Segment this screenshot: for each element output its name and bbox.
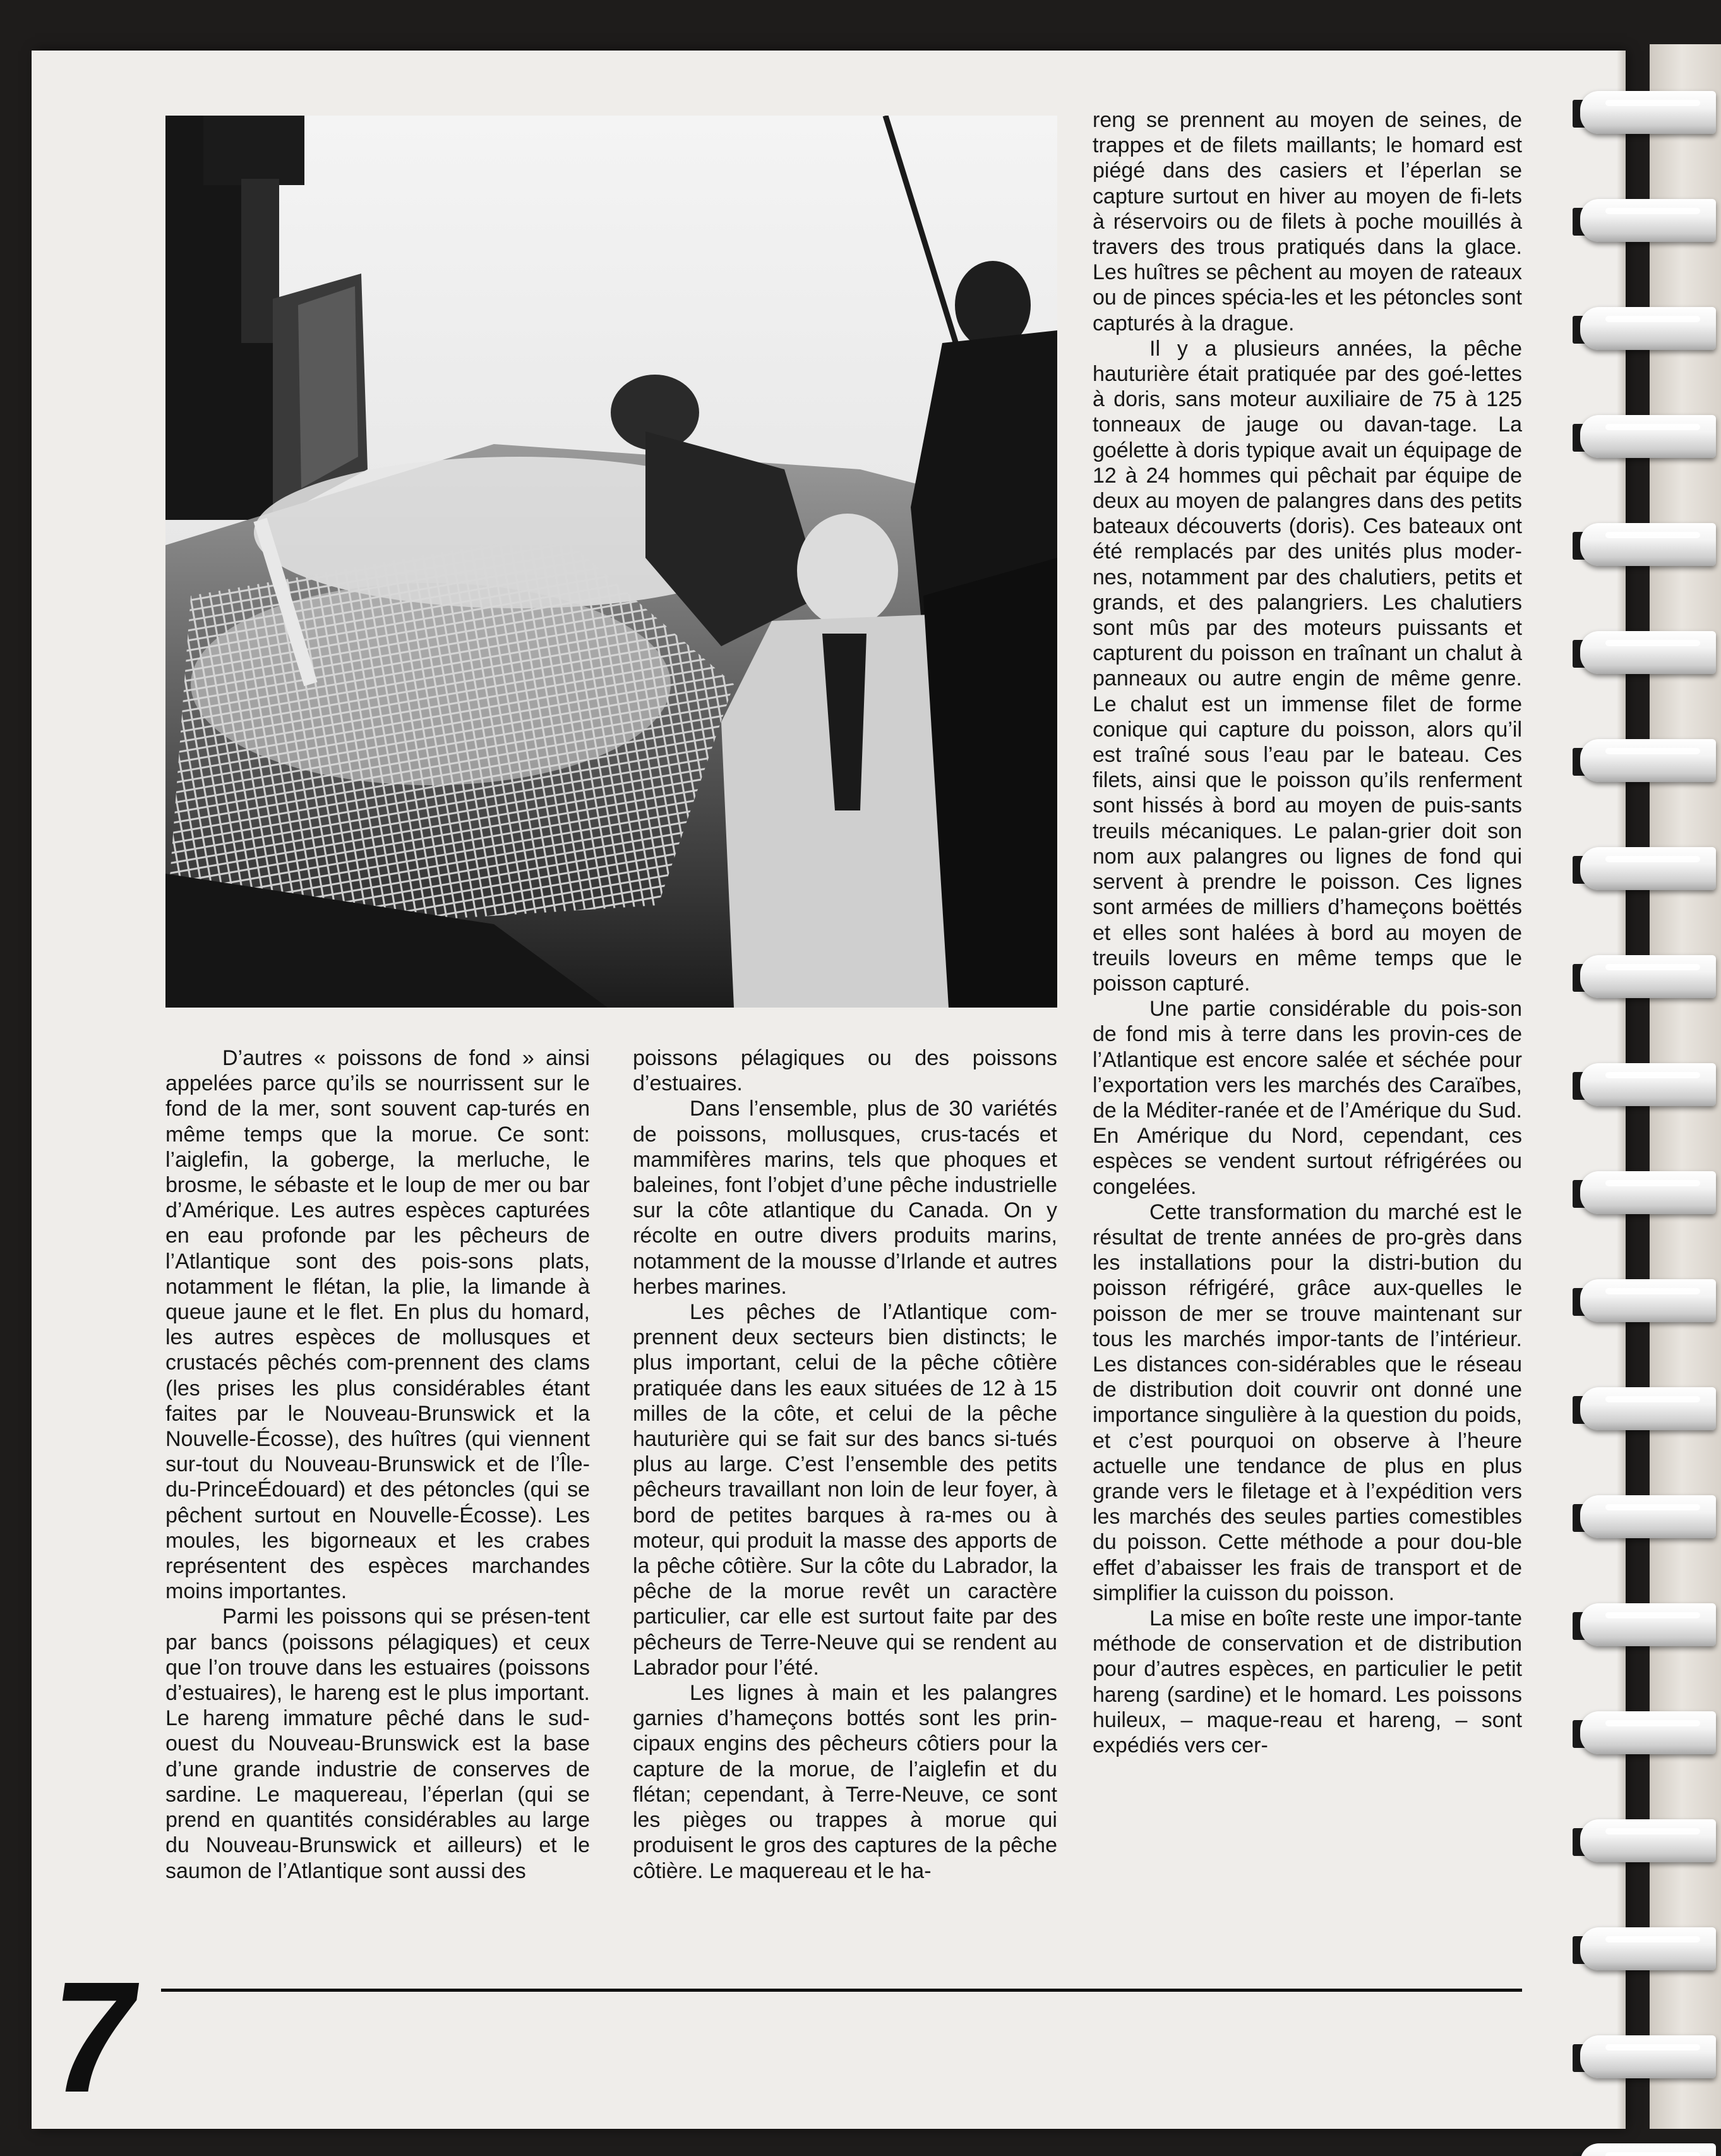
paragraph: Dans l’ensemble, plus de 30 variétés de poissons, mollusques, crus-tacés et mammifères marins, tels que phoques et baleines, font l’objet d’une pêche industrielle sur la côte atlantique du Canada. On y récolte en outre divers produits marins, notamment de la mousse d’Irlande et autres herbes marines. [633,1097,1057,1299]
binding-ring [1573,1383,1721,1435]
paragraph: Il y a plusieurs années, la pêche hauturière était pratiquée par des goé-lettes à doris, sans moteur auxiliaire de 75 à 125 tonneaux de jauge ou davan-tage. La goélette à doris typique avait un équipage de 12 à 24 hommes qui pêchait par équipe de deux au moyen de palangres dans des petits bateaux découverts (doris). Ces bateaux ont été remplacés par des unités plus moder-nes, notamment par des chalutiers, petits et grands, et des palangriers. Les chalutiers sont mûs par des moteurs puissants et capturent du poisson en traînant un chalut à panneaux ou autre engin de même genre. Le chalut est un immense filet de forme conique qui capture du poisson, alors qu’il est traîné sous l’eau par le bateau. Ces filets, ainsi que le poisson qu’ils renferment sont hissés à bord au moyen de puis-sants treuils mécaniques. Le palan-grier doit son nom aux palangres ou lignes de fond qui servent à prendre le poisson. Ces lignes sont armées de milliers d’hameçons boëttés et elles sont halées à bord au moyen de treuils loveurs en même temps que le poisson capturé. [1093,336,1522,996]
ring-highlight [1605,748,1700,754]
ring-loop [1580,739,1716,782]
binding-ring [1573,2140,1721,2156]
ring-highlight [1605,316,1700,322]
binding-ring [1573,1491,1721,1543]
ring-loop [1580,2143,1716,2156]
paragraph: Les pêches de l’Atlantique com-prennent deux secteurs bien distincts; le plus important, celui de la pêche côtière pratiquée dans les eaux situées de 12 à 15 milles de la côte, et celui de la pêche hauturière qui se fait sur des bancs si-tués plus au large. C’est l’ensemble des petits pêcheurs travaillant non loin de leur foyer, à bord de petites barques à ra-mes ou à moteur, qui produit la masse des apports de la pêche côtière. Sur la côte du Labrador, la pêche de la morue revêt un caractère particulier, car elle est surtout faite par des pêcheurs de Terre-Neuve qui se rendent au Labrador pour l’été. [633,1300,1057,1680]
ring-highlight [1605,2044,1700,2051]
ring-loop [1580,1171,1716,1214]
ring-highlight [1605,1720,1700,1726]
ring-highlight [1605,1396,1700,1402]
ring-highlight [1605,2152,1700,2156]
binding-ring [1573,1707,1721,1759]
paragraph: reng se prennent au moyen de seines, de trappes et de filets maillants; le homard est piégé dans des casiers et l’éperlan se capture surtout en hiver au moyen de fi-lets à réservoirs ou de filets à poche mouillés à travers des trous pratiqués dans la glace. Les huîtres se pêchent au moyen de rateaux ou de pinces spécia-les et les pétoncles sont capturés à la drague. [1093,108,1522,335]
fishermen-hauling-net-photo [165,116,1057,1008]
binding-ring [1573,627,1721,679]
binding-ring [1573,195,1721,247]
footer-rule [161,1989,1522,1992]
ring-highlight [1605,208,1700,214]
binding-ring [1573,1599,1721,1651]
ring-loop [1580,1927,1716,1970]
binding-ring [1573,951,1721,1003]
binding-ring [1573,303,1721,355]
binding-ring [1573,411,1721,463]
ring-highlight [1605,1072,1700,1078]
page-number: 7 [38,1949,147,2125]
binding-ring [1573,1059,1721,1111]
binding-ring [1573,87,1721,139]
ring-loop [1580,1279,1716,1322]
ring-highlight [1605,640,1700,646]
ring-loop [1580,307,1716,350]
ring-loop [1580,847,1716,890]
ring-loop [1580,1387,1716,1430]
text-column-middle [633,1045,1057,1884]
ring-highlight [1605,1612,1700,1618]
ring-loop [1580,1495,1716,1538]
ring-highlight [1605,532,1700,538]
ring-loop [1580,199,1716,242]
paragraph: La mise en boîte reste une impor-tante méthode de conservation et de distribution pour d’autres espèces, en particulier le petit hareng (sardine) et le homard. Les poissons huileux, – maque-reau et hareng, – sont expédiés vers cer- [1093,1606,1522,1757]
paragraph: Les lignes à main et les palangres garnies d’hameçons bottés sont les prin-cipaux engins des pêcheurs côtiers pour la capture de la morue, de l’aiglefin et du flétan; cependant, à Terre-Neuve, ce sont les pièges ou trappes à morue qui produisent le gros des captures de la pêche côtière. Le maquereau et le ha- [633,1681,1057,1883]
paragraph: D’autres « poissons de fond » ainsi appelées parce qu’ils se nourrissent sur le fond de la mer, sont souvent cap-turés en même temps que la morue. Ce sont: l’aiglefin, la goberge, la merluche, le brosme, le sébaste et le loup de mer ou bar d’Amérique. Les autres espèces capturées en eau profonde par les pêcheurs de l’Atlantique sont des pois-sons plats, notamment le flétan, la plie, la limande à queue jaune et le flet. En plus du homard, les autres espèces de mollusques et crustacés pêchés com-prennent des clams (les prises les plus considérables étant faites par le Nouveau-Brunswick et la Nouvelle-Écosse), des huîtres (qui viennent sur-tout du Nouveau-Brunswick et de l’Île-du-PrinceÉdouard) et des pétoncles (qui se pêchent surtout en Nouvelle-Écosse). Les moules, les bigorneaux et les crabes représentent des espèces marchandes moins importantes. [165,1046,590,1604]
paragraph: Cette transformation du marché est le résultat de trente années de pro-grès dans les installations pour la distri-bution du poisson réfrigéré, grâce aux-quelles le poisson de mer se trouve maintenant sur tous les marchés impor-tants de l’intérieur. Les distances con-sidérables que le réseau de distribution doit couvrir ont donné une importance singulière à la question du poids, et c’est pourquoi on observe à l’heure actuelle une tendance de plus en plus grande vers le filetage et à l’expédition vers les marchés des seules parties comestibles du poisson. Cette méthode a pour dou-ble effet d’abaisser les frais de transport et de simplifier la cuisson du poisson. [1093,1200,1522,1605]
ring-loop [1580,631,1716,674]
ring-highlight [1605,1288,1700,1294]
text-column-left [165,1045,590,1884]
ring-highlight [1605,1828,1700,1834]
ring-highlight [1605,100,1700,106]
ring-loop [1580,1819,1716,1862]
ring-loop [1580,91,1716,134]
photo-illustration [165,116,1057,1008]
ring-loop [1580,523,1716,566]
binding-ring [1573,1275,1721,1327]
binding-ring [1573,519,1721,571]
ring-loop [1580,415,1716,458]
ring-highlight [1605,964,1700,970]
ring-highlight [1605,1504,1700,1510]
binding-ring [1573,843,1721,895]
ring-loop [1580,1063,1716,1106]
ring-highlight [1605,856,1700,862]
ring-highlight [1605,1936,1700,1942]
ring-highlight [1605,424,1700,430]
text-column-right [1093,107,1522,1758]
paragraph: Parmi les poissons qui se présen-tent par bancs (poissons pélagiques) et ceux que l’on trouve dans les estuaires (poissons d’estuaires), le hareng est le plus important. Le hareng immature pêché dans le sud-ouest du Nouveau-Brunswick est la base d’une grande industrie de conserves de sardine. Le maquereau, l’éperlan (qui se prend en quantités considérables au large du Nouveau-Brunswick et ailleurs) et le saumon de l’Atlantique sont aussi des [165,1605,590,1883]
binding-ring [1573,2032,1721,2083]
binding-ring [1573,1924,1721,1975]
paragraph: Une partie considérable du pois-son de fond mis à terre dans les provin-ces de l’Atlantique est encore salée et séchée pour l’exportation vers les marchés des Caraïbes, de la Méditer-ranée et de l’Amérique du Sud. En Amérique du Nord, cependant, ces espèces se vendent surtout réfrigérées ou congelées. [1093,997,1522,1199]
binding-ring [1573,1167,1721,1219]
paragraph: poissons pélagiques ou des poissons d’estuaires. [633,1046,1057,1096]
ring-loop [1580,955,1716,998]
ring-loop [1580,1603,1716,1646]
binding-ring [1573,735,1721,787]
ring-highlight [1605,1180,1700,1186]
ring-loop [1580,1711,1716,1754]
ring-loop [1580,2035,1716,2078]
binding-ring [1573,1816,1721,1867]
